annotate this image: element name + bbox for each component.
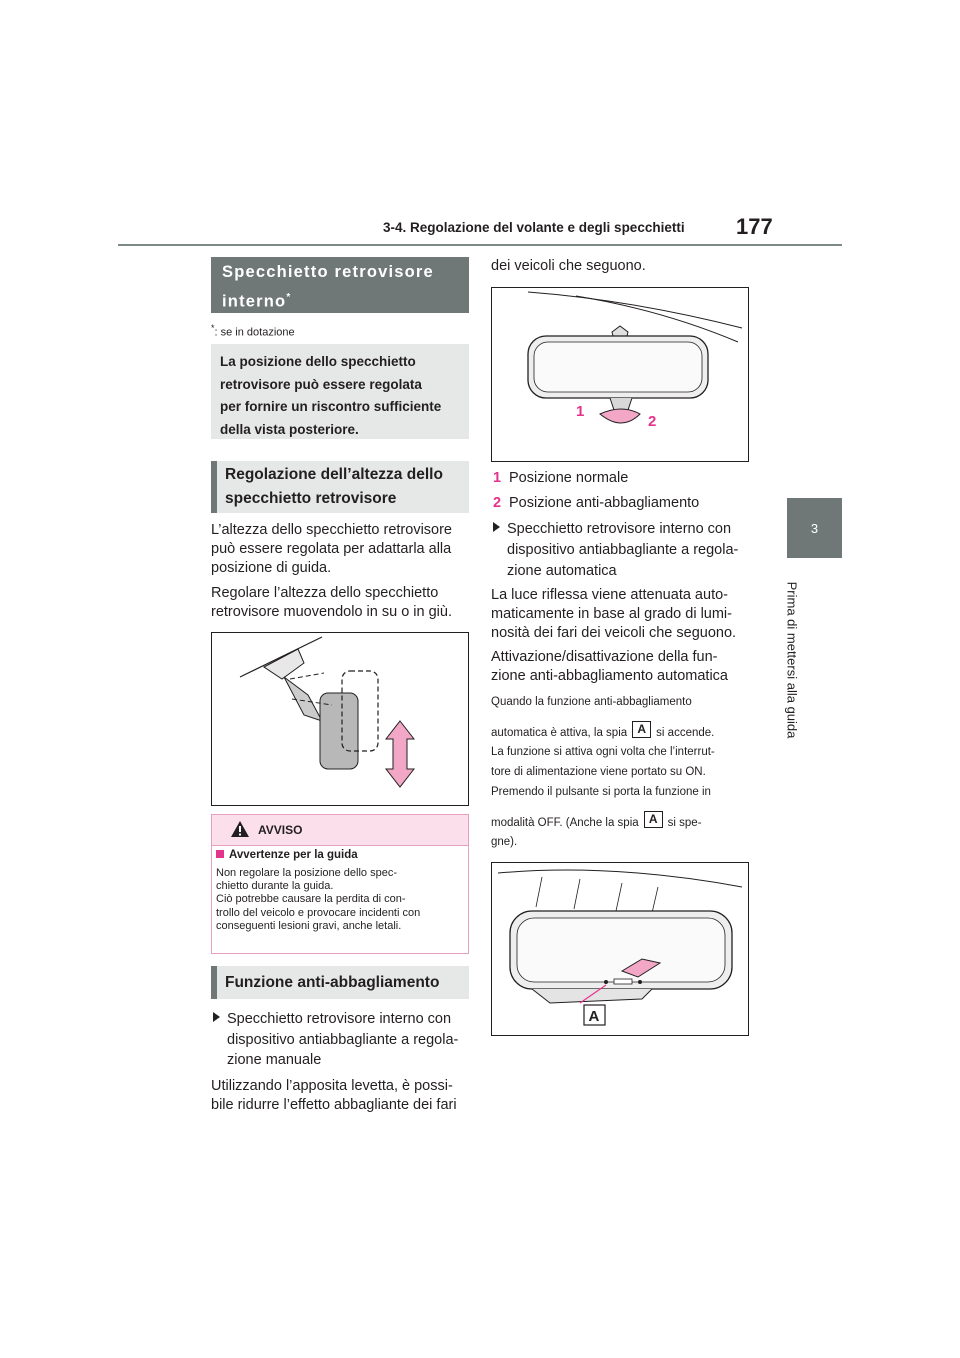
intro-line: La posizione dello specchietto bbox=[220, 354, 416, 369]
text-line: può essere regolata per adattarla alla bbox=[211, 541, 452, 557]
warning-body bbox=[216, 867, 466, 933]
intro-line: della vista posteriore. bbox=[220, 421, 359, 437]
figure-label-1: 1 bbox=[576, 403, 585, 420]
legend-text: Posizione anti-abbagliamento bbox=[509, 494, 700, 511]
indicator-a-icon: A bbox=[632, 721, 651, 738]
height-heading-line1: Regolazione dell’altezza dello bbox=[225, 466, 443, 483]
main-heading bbox=[211, 257, 469, 313]
legend-number: 2 bbox=[493, 494, 502, 511]
height-para2 bbox=[211, 584, 473, 622]
warning-line: chietto durante la guida. bbox=[216, 880, 334, 893]
warning-line: trollo del veicolo e provocare incidenti con bbox=[216, 906, 421, 919]
auto-bullet bbox=[493, 519, 755, 582]
main-heading-text: interno bbox=[222, 292, 287, 311]
figure-label-a: A bbox=[588, 1008, 600, 1025]
pink-square-icon bbox=[216, 850, 224, 858]
note-line: gne). bbox=[491, 836, 518, 848]
text-line: retrovisore muovendolo in su o in giù. bbox=[211, 604, 452, 620]
continuation-line: dei veicoli che seguono. bbox=[491, 258, 646, 274]
warning-icon bbox=[230, 820, 250, 838]
main-heading-mark: * bbox=[286, 292, 292, 303]
figure-auto-antiglare bbox=[491, 862, 749, 1036]
triangle-bullet-icon bbox=[213, 1012, 220, 1022]
text-line: La luce riflessa viene attenuata auto- bbox=[491, 587, 728, 603]
intro-line: per fornire un riscontro sufficiente bbox=[220, 399, 442, 414]
chapter-title-vertical bbox=[777, 570, 807, 750]
manual-mirror-illustration bbox=[492, 288, 748, 461]
text-line bbox=[213, 1009, 475, 1030]
text-line: bile ridurre l’effetto abbagliante dei fari bbox=[211, 1097, 457, 1113]
auto-para2 bbox=[491, 648, 753, 686]
text-span: Specchietto retrovisore interno con bbox=[507, 521, 732, 537]
triangle-bullet-icon bbox=[493, 522, 500, 532]
text-line: Regolare l’altezza dello specchietto bbox=[211, 585, 439, 601]
chapter-number: 3 bbox=[810, 520, 819, 536]
text-span: si spe- bbox=[667, 817, 702, 829]
legend-item bbox=[493, 466, 699, 491]
text-line bbox=[493, 519, 755, 540]
auto-notes bbox=[491, 695, 753, 849]
height-heading-line2: specchietto retrovisore bbox=[225, 490, 397, 507]
warning-line: Non regolare la posizione dello spec- bbox=[216, 867, 397, 879]
page-number: 177 bbox=[736, 214, 773, 239]
figure-legend bbox=[493, 466, 699, 515]
legend-number: 1 bbox=[493, 470, 502, 486]
figure-manual-antiglare bbox=[491, 287, 749, 462]
intro-box bbox=[211, 344, 469, 439]
text-line: L’altezza dello specchietto retrovisore bbox=[211, 522, 452, 538]
footnote-text: : se in dotazione bbox=[214, 326, 295, 339]
footnote-mark: * bbox=[211, 323, 215, 333]
auto-para1 bbox=[491, 586, 753, 643]
header-rule bbox=[118, 244, 842, 246]
text-span: Specchietto retrovisore interno con bbox=[227, 1011, 452, 1027]
warning-line: Ciò potrebbe causare la perdita di con- bbox=[216, 893, 406, 906]
text-line: zione anti-abbagliamento automatica bbox=[491, 668, 728, 684]
mirror-height-illustration bbox=[212, 633, 468, 805]
warning-title-text: Avvertenze per la guida bbox=[229, 849, 358, 861]
chapter-number-tab bbox=[787, 498, 842, 558]
antiglare-heading-text: Funzione anti-abbagliamento bbox=[225, 974, 440, 991]
note-line: La funzione si attiva ogni volta che l’interrut- bbox=[491, 746, 715, 758]
main-heading-line1: Specchietto retrovisore bbox=[222, 263, 434, 281]
main-heading-line2 bbox=[222, 285, 469, 315]
chapter-title: Prima di mettersi alla guida bbox=[784, 581, 800, 739]
manual-bullet bbox=[213, 1009, 475, 1071]
warning-header bbox=[212, 815, 468, 846]
height-heading bbox=[211, 461, 469, 513]
text-line: dispositivo antiabbagliante a regola- bbox=[227, 1031, 459, 1048]
text-line: Attivazione/disattivazione della fun- bbox=[491, 649, 718, 665]
text-line: zione manuale bbox=[227, 1052, 322, 1068]
note-line bbox=[491, 721, 753, 745]
note-line bbox=[491, 811, 753, 835]
note-line: Premendo il pulsante si porta la funzione in bbox=[491, 786, 711, 798]
footnote bbox=[211, 323, 295, 339]
text-line: posizione di guida. bbox=[211, 560, 332, 576]
text-line: Utilizzando l’apposita levetta, è possi- bbox=[211, 1078, 453, 1094]
text-span: modalità OFF. (Anche la spia bbox=[491, 817, 639, 829]
text-span: si accende. bbox=[656, 727, 715, 739]
manual-para bbox=[211, 1077, 473, 1115]
legend-text: Posizione normale bbox=[509, 470, 629, 486]
section-title: 3-4. Regolazione del volante e degli specchietti bbox=[383, 220, 685, 235]
text-span: automatica è attiva, la spia bbox=[491, 727, 628, 739]
antiglare-heading bbox=[211, 966, 469, 999]
height-para1 bbox=[211, 521, 473, 578]
auto-mirror-illustration bbox=[492, 863, 748, 1035]
text-line: maticamente in base al grado di lumi- bbox=[491, 606, 732, 622]
indicator-a-icon: A bbox=[644, 811, 663, 828]
warning-line: conseguenti lesioni gravi, anche letali. bbox=[216, 919, 402, 932]
note-line: tore di alimentazione viene portato su ON. bbox=[491, 766, 706, 778]
text-line: dispositivo antiabbagliante a regola- bbox=[507, 542, 739, 558]
text-line: nosità dei fari dei veicoli che seguono. bbox=[491, 625, 737, 641]
warning-title bbox=[216, 849, 358, 861]
figure-height-adjust bbox=[211, 632, 469, 806]
intro-line: retrovisore può essere regolata bbox=[220, 376, 422, 392]
text-line: zione automatica bbox=[507, 563, 617, 579]
note-line: Quando la funzione anti-abbagliamento bbox=[491, 696, 692, 708]
warning-box bbox=[211, 814, 469, 954]
legend-item bbox=[493, 491, 699, 516]
warning-label: AVVISO bbox=[258, 823, 303, 837]
figure-label-2: 2 bbox=[648, 413, 657, 430]
